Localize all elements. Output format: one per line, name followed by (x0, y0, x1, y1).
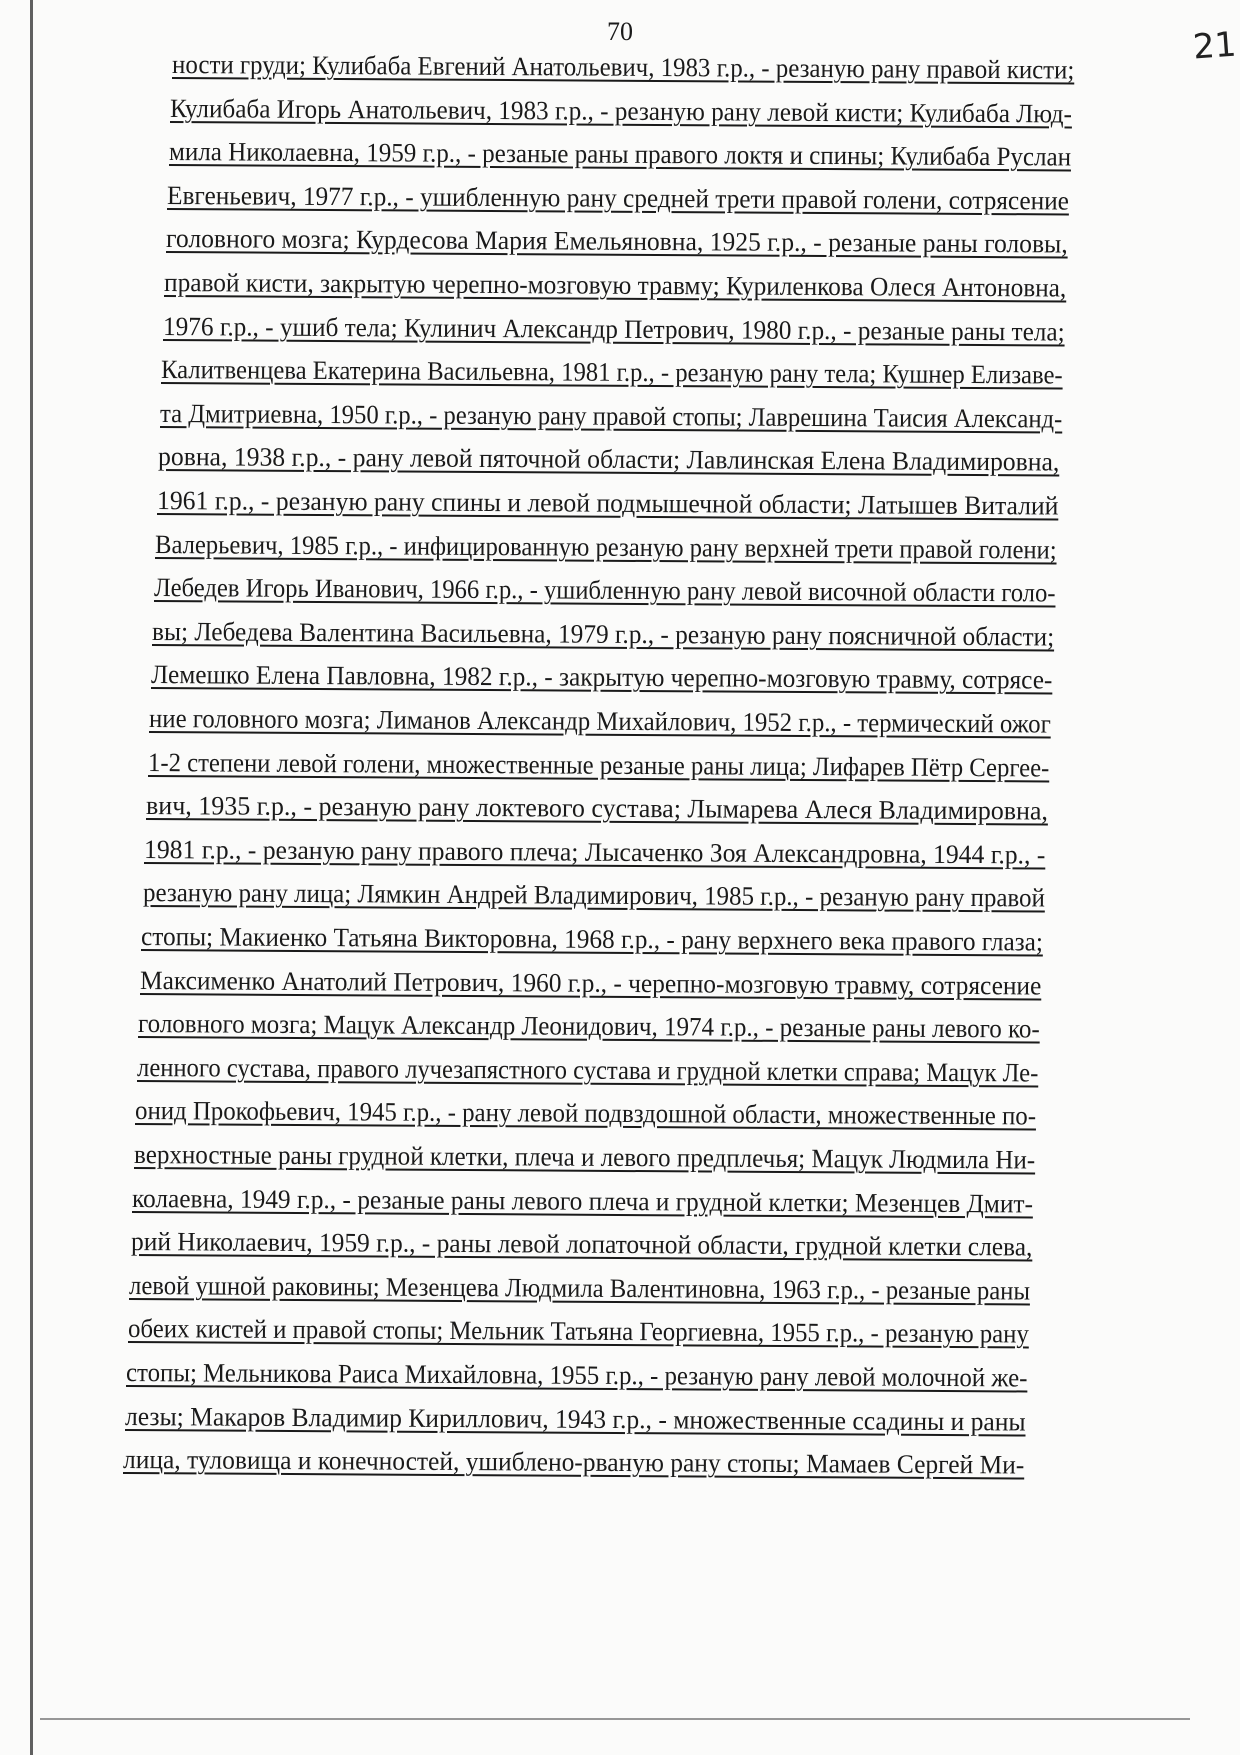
text-line: та Дмитриевна, 1950 г.р., - резаную рану правой стопы; Лаврешина Таисия Александ- (159, 397, 1063, 434)
text-line: ленного сустава, правого лучезапястного сустава и грудной клетки справа; Мацук Ле- (136, 1051, 1039, 1088)
text-line: левой ушной раковины; Мезенцева Людмила Валентиновна, 1963 г.р., - резаные раны (129, 1269, 1031, 1306)
page-number: 70 (607, 17, 633, 46)
text-line: колаевна, 1949 г.р., - резаные раны левого плеча и грудной клетки; Мезенцев Дмит- (132, 1182, 1034, 1219)
text-line: стопы; Мельникова Раиса Михайловна, 1955 г.р., - резаную рану левой молочной же- (126, 1357, 1028, 1393)
text-line: головного мозга; Курдесова Мария Емельяновна, 1925 г.р., - резаные раны головы, (165, 223, 1068, 259)
text-line: лезы; Макаров Владимир Кириллович, 1943 г.р., - множественные ссадины и раны (124, 1400, 1026, 1437)
text-line: рий Николаевич, 1959 г.р., - раны левой лопаточной области, грудной клетки слева, (130, 1226, 1033, 1262)
text-line: Лебедев Игорь Иванович, 1966 г.р., - ушибленную рану левой височной области голо- (153, 572, 1056, 608)
text-line: Калитвенцева Екатерина Васильевна, 1981 г.р., - резаную рану тела; Кушнер Елизаве- (161, 354, 1064, 390)
text-line: ности груди; Кулибаба Евгений Анатольевич, 1983 г.р., - резаную рану правой кисти; (172, 49, 1075, 85)
text-line: верхностные раны грудной клетки, плеча и левого предплечья; Мацук Людмила Ни- (133, 1139, 1036, 1175)
text-line: Евгеньевич, 1977 г.р., - ушибленную рану средней трети правой голени, сотрясение (167, 179, 1070, 216)
text-line: Лемешко Елена Павловна, 1982 г.р., - закрытую черепно-мозговую травму, сотрясе- (150, 659, 1053, 695)
text-line: мила Николаевна, 1959 г.р., - резаные раны правого локтя и спины; Кулибаба Руслан (168, 136, 1072, 172)
text-line: резаную рану лица; Лямкин Андрей Владимирович, 1985 г.р., - резаную рану правой (142, 877, 1045, 913)
text-line: лица, туловища и конечностей, ушиблено-рваную рану стопы; Мамаев Сергей Ми- (123, 1444, 1025, 1480)
text-line: ние головного мозга; Лиманов Александр Михайлович, 1952 г.р., - термический ожог (149, 703, 1051, 739)
text-line: ровна, 1938 г.р., - рану левой пяточной области; Лавлинская Елена Владимировна, (158, 441, 1060, 477)
text-line: Кулибаба Игорь Анатольевич, 1983 г.р., - резаную рану левой кисти; Кулибаба Люд- (170, 92, 1073, 129)
bottom-rule (40, 1718, 1190, 1720)
text-line: Максименко Анатолий Петрович, 1960 г.р., - черепно-мозговую травму, сотрясение (139, 964, 1042, 1001)
text-line: Валерьевич, 1985 г.р., - инфицированную резаную рану верхней трети правой голени; (155, 528, 1057, 565)
text-line: онид Прокофьевич, 1945 г.р., - рану левой подвздошной области, множественные по- (135, 1095, 1037, 1131)
text-line: головного мозга; Мацук Александр Леонидович, 1974 г.р., - резаные раны левого ко- (138, 1008, 1041, 1044)
text-line: вич, 1935 г.р., - резаную рану локтевого сустава; Лымарева Алеся Владимировна, (145, 790, 1049, 826)
text-line: правой кисти, закрытую черепно-мозговую травму; Куриленкова Олеся Антоновна, (164, 267, 1067, 303)
text-line: 1981 г.р., - резаную рану правого плеча; Лысаченко Зоя Александровна, 1944 г.р., - (144, 833, 1046, 870)
text-line: вы; Лебедева Валентина Васильевна, 1979 г.р., - резаную рану поясничной области; (152, 615, 1055, 652)
handwritten-margin-mark: 21 (1191, 24, 1238, 68)
text-line: 1961 г.р., - резаную рану спины и левой подмышечной области; Латышев Виталий (156, 485, 1059, 521)
text-line: стопы; Макиенко Татьяна Викторовна, 1968 г.р., - рану верхнего века правого глаза; (141, 921, 1044, 957)
text-line: 1976 г.р., - ушиб тела; Кулинич Александр Петрович, 1980 г.р., - резаные раны тела; (162, 310, 1065, 347)
text-line: обеих кистей и правой стопы; Мельник Татьяна Георгиевна, 1955 г.р., - резаную рану (127, 1313, 1029, 1349)
text-line: 1-2 степени левой голени, множественные резаные раны лица; Лифарев Пётр Сергее- (147, 746, 1049, 783)
